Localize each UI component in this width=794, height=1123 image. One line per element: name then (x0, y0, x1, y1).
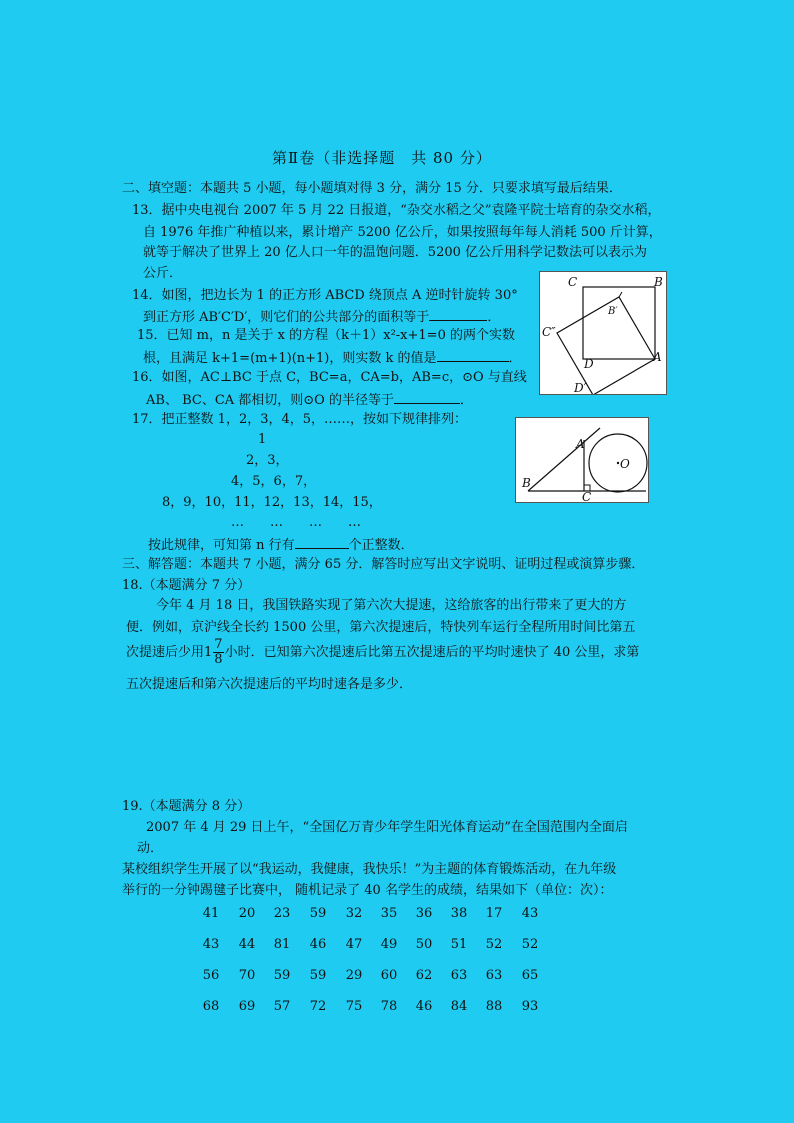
q19-header: 19.（本题满分 8 分） (122, 799, 251, 814)
q15-answer-blank[interactable] (437, 348, 509, 362)
q15-line1: 15．已知 m，n 是关于 x 的方程（k＋1）x²-x+1=0 的两个实数 (137, 328, 515, 343)
q19-data-cell: 35 (380, 906, 398, 921)
label-a: A (576, 437, 585, 451)
q14-period: ． (487, 310, 501, 325)
label-a: A (653, 350, 662, 364)
q18-fraction-denominator: 8 (214, 652, 223, 667)
center-o (617, 462, 619, 464)
label-b-prime: B′ (608, 306, 618, 317)
q13-line4: 公斤． (143, 266, 183, 281)
label-c: C (582, 490, 592, 502)
q17-row-2: 2，3， (246, 453, 289, 468)
q19-line4: 举行的一分钟踢毽子比赛中， 随机记录了 40 名学生的成绩，结果如下（单位：次）： (122, 883, 613, 898)
q18-mixed-whole: 1 (204, 645, 213, 660)
figure-rotated-squares-svg (540, 272, 666, 394)
label-d: D (584, 357, 594, 371)
q19-data-cell: 38 (450, 906, 468, 921)
q18-fraction-numerator: 7 (214, 637, 223, 652)
q19-data-cell: 62 (415, 968, 433, 983)
label-d-prime: D′ (574, 381, 587, 394)
q16-line1: 16．如图，AC⊥BC 于点 C，BC=a，CA=b，AB=c，⊙O 与直线 (132, 370, 527, 385)
q19-data-cell: 50 (415, 937, 433, 952)
label-c-prime: C″ (542, 325, 556, 339)
q19-data-cell: 23 (273, 906, 291, 921)
q19-data-cell: 52 (521, 937, 539, 952)
q19-data-cell: 68 (202, 999, 220, 1014)
q17-row-1: 1 (258, 432, 267, 447)
q19-data-cell: 41 (202, 906, 220, 921)
q19-data-cell: 88 (485, 999, 503, 1014)
q19-line2: 动． (137, 841, 164, 856)
q18-line3 (126, 634, 639, 672)
q18-header: 18.（本题满分 7 分） (122, 578, 251, 593)
q17-tail (148, 535, 414, 555)
page-title: 第Ⅱ卷（非选择题 共 80 分） (272, 149, 492, 167)
q16-period: ． (459, 393, 473, 408)
q18-text-a: 次提速后少用 (126, 645, 205, 660)
q15-text: 根，且满足 k+1=(m+1)(n+1)，则实数 k 的值是 (143, 351, 437, 366)
q19-data-cell: 59 (273, 968, 291, 983)
q17-text: 按此规律，可知第 n 行有 (148, 538, 295, 553)
q16-line2 (146, 390, 473, 410)
q19-data-cell: 17 (485, 906, 503, 921)
q14-line2 (143, 307, 500, 327)
q19-data-cell: 59 (309, 968, 327, 983)
q19-data-cell: 47 (345, 937, 363, 952)
label-c: C (568, 275, 578, 289)
section2-heading: 二、填空题：本题共 5 小题，每小题填对得 3 分，满分 15 分．只要求填写最后结果． (122, 181, 622, 196)
q14-answer-blank[interactable] (429, 307, 487, 321)
q18-text-b: 小时．已知第六次提速后比第五次提速后的平均时速快了 40 公里，求第 (224, 645, 640, 660)
square-ab-prime (557, 297, 655, 394)
q18-fraction (213, 638, 223, 667)
q13-line3: 就等于解决了世界上 20 亿人口一年的温饱问题．5200 亿公斤用科学记数法可以表示为 (143, 245, 648, 260)
q17-row-3: 4，5，6，7， (231, 474, 317, 489)
q16-text: AB、 BC、CA 都相切，则⊙O 的半径等于 (146, 393, 394, 408)
q19-data-cell: 51 (450, 937, 468, 952)
q19-data-cell: 84 (450, 999, 468, 1014)
q19-data-cell: 46 (309, 937, 327, 952)
q19-data-cell: 93 (521, 999, 539, 1014)
label-o: O (620, 457, 630, 471)
figure-triangle-circle-svg (516, 418, 648, 502)
q19-data-cell: 69 (238, 999, 256, 1014)
q19-data-cell: 65 (521, 968, 539, 983)
q19-line3: 某校组织学生开展了以“我运动，我健康，我快乐！”为主题的体育锻炼活动，在九年级 (122, 862, 617, 877)
q19-line1: 2007 年 4 月 29 日上午，“全国亿万青少年学生阳光体育运动”在全国范围内全面启 (146, 820, 628, 835)
q17-line: 17．把正整数 1，2，3，4，5，……，按如下规律排列： (132, 412, 468, 427)
q17-row-5: … … … … (231, 515, 362, 530)
q19-data-cell: 49 (380, 937, 398, 952)
q19-data-cell: 72 (309, 999, 327, 1014)
q19-data-cell: 59 (309, 906, 327, 921)
q19-data-cell: 36 (415, 906, 433, 921)
q19-data-cell: 32 (345, 906, 363, 921)
q19-data-cell: 44 (238, 937, 256, 952)
q17-row-4: 8，9，10，11，12，13，14，15， (162, 495, 382, 510)
q15-period: ． (508, 351, 522, 366)
q19-data-cell: 43 (202, 937, 220, 952)
q17-text-end: 个正整数． (348, 538, 414, 553)
q19-data-cell: 20 (238, 906, 256, 921)
q19-data-cell: 70 (238, 968, 256, 983)
q18-line4: 五次提速后和第六次提速后的平均时速各是多少． (126, 677, 413, 692)
figure-rotated-squares (539, 271, 667, 395)
q19-data-cell: 63 (485, 968, 503, 983)
q18-line2: 便．例如，京沪线全长约 1500 公里，第六次提速后，特快列车运行全程所用时间比第五 (126, 620, 636, 635)
q19-data-cell: 29 (345, 968, 363, 983)
label-b: B (522, 476, 531, 490)
q19-data-cell: 63 (450, 968, 468, 983)
q16-answer-blank[interactable] (394, 390, 460, 404)
section3-heading: 三、解答题：本题共 7 小题，满分 65 分．解答时应写出文字说明、证明过程或演算步骤． (122, 557, 645, 572)
q19-data-cell: 81 (273, 937, 291, 952)
figure-triangle-circle (515, 417, 649, 503)
label-b: B (654, 275, 663, 289)
q19-data-cell: 52 (485, 937, 503, 952)
q15-line2 (143, 348, 522, 368)
q14-text: 到正方形 AB′C′D′，则它们的公共部分的面积等于 (143, 310, 430, 325)
q13-line2: 自 1976 年推广种植以来，累计增产 5200 亿公斤，如果按照每年每人消耗 500 斤计算， (143, 225, 662, 240)
q19-data-cell: 60 (380, 968, 398, 983)
q13-line1: 13．据中央电视台 2007 年 5 月 22 日报道，“杂交水稻之父”袁隆平院士培育的杂交水稻， (132, 203, 661, 218)
q19-data-cell: 75 (345, 999, 363, 1014)
q19-data-cell: 56 (202, 968, 220, 983)
q17-answer-blank[interactable] (295, 535, 349, 549)
q19-data-cell: 43 (521, 906, 539, 921)
q19-data-cell: 57 (273, 999, 291, 1014)
q19-data-cell: 78 (380, 999, 398, 1014)
q18-line1: 今年 4 月 18 日，我国铁路实现了第六次大提速，这给旅客的出行带来了更大的方 (156, 598, 627, 613)
q19-data-cell: 46 (415, 999, 433, 1014)
segment-b-prime (619, 292, 622, 297)
q14-line1: 14．如图，把边长为 1 的正方形 ABCD 绕顶点 A 逆时针旋转 30° (132, 288, 518, 303)
